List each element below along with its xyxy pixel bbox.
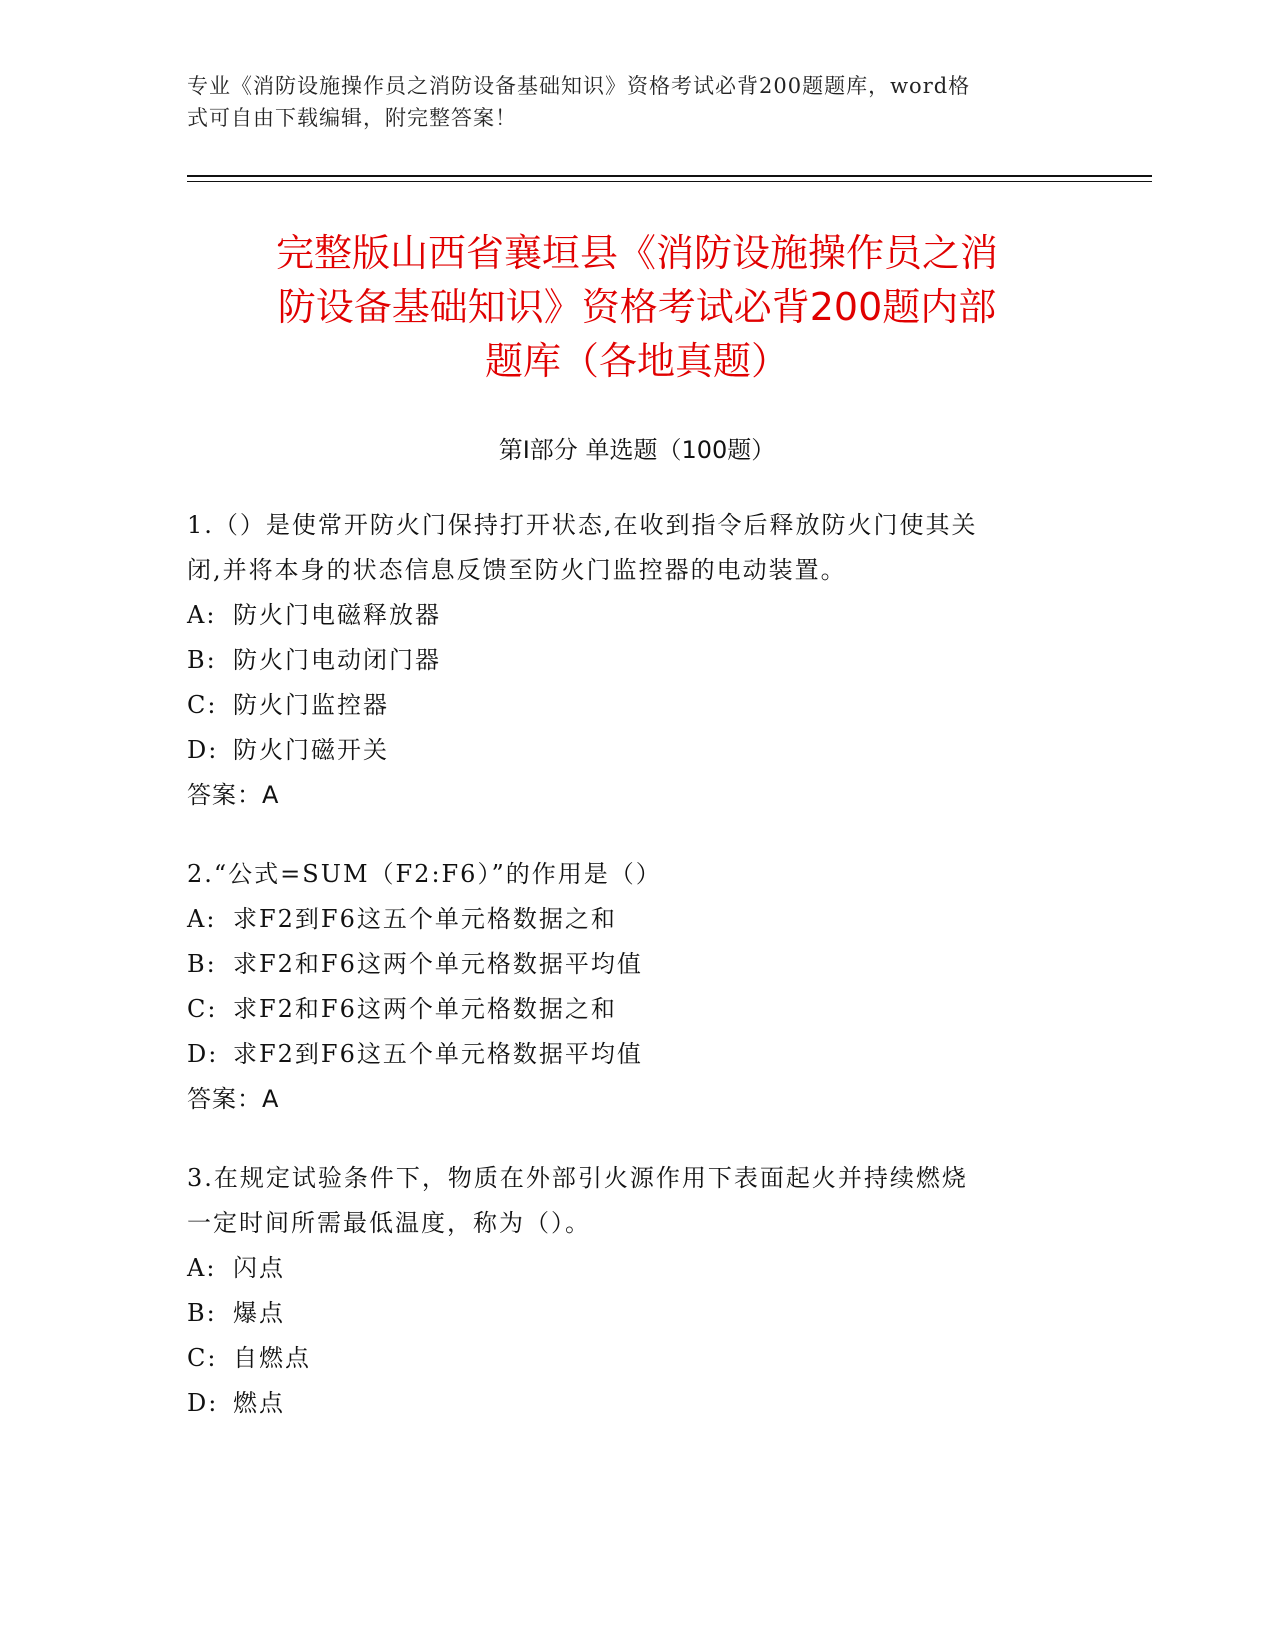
option-a <box>187 897 1067 942</box>
header-rule-thick <box>187 175 1152 177</box>
option-key: A: <box>187 1254 217 1282</box>
option-b <box>187 942 1067 987</box>
option-text: 闪点 <box>233 1254 285 1282</box>
option-key: C: <box>187 995 218 1023</box>
title-line-3: 题库（各地真题） <box>484 339 789 383</box>
question-stem-line-1: 3.在规定试验条件下，物质在外部引火源作用下表面起火并持续燃烧 <box>187 1164 968 1192</box>
option-key: B: <box>187 1299 217 1327</box>
option-key: B: <box>187 950 217 978</box>
question-2 <box>187 852 1067 1122</box>
answer: 答案：A <box>187 1085 280 1113</box>
title-line-2: 防设备基础知识》资格考试必背200题内部 <box>277 285 997 329</box>
title-line-1: 完整版山西省襄垣县《消防设施操作员之消 <box>275 231 998 275</box>
option-key: A: <box>187 905 217 933</box>
option-text: 防火门监控器 <box>233 691 389 719</box>
option-text: 求F2和F6这两个单元格数据之和 <box>233 995 617 1023</box>
option-text: 爆点 <box>233 1299 285 1327</box>
option-key: D: <box>187 1389 219 1417</box>
section-title: 第I部分 单选题（100题） <box>498 436 776 464</box>
option-text: 防火门电磁释放器 <box>233 601 441 629</box>
option-key: C: <box>187 691 218 719</box>
document-header <box>187 70 1067 134</box>
option-a <box>187 593 1067 638</box>
option-text: 求F2到F6这五个单元格数据平均值 <box>233 1040 643 1068</box>
option-text: 防火门电动闭门器 <box>233 646 441 674</box>
header-line-1: 专业《消防设施操作员之消防设备基础知识》资格考试必背200题题库，word格 <box>187 74 971 98</box>
document-title <box>187 226 1087 388</box>
answer: 答案：A <box>187 781 280 809</box>
question-1 <box>187 503 1067 818</box>
option-text: 求F2和F6这两个单元格数据平均值 <box>233 950 643 978</box>
header-line-2: 式可自由下载编辑，附完整答案！ <box>187 106 517 130</box>
option-key: D: <box>187 736 219 764</box>
option-key: C: <box>187 1344 218 1372</box>
question-stem-line-1: 2.“公式=SUM（F2:F6）”的作用是（） <box>187 860 662 888</box>
option-b <box>187 638 1067 683</box>
option-text: 防火门磁开关 <box>233 736 389 764</box>
option-c <box>187 987 1067 1032</box>
option-d <box>187 1381 1067 1426</box>
option-key: A: <box>187 601 217 629</box>
option-key: B: <box>187 646 217 674</box>
option-text: 求F2到F6这五个单元格数据之和 <box>233 905 617 933</box>
option-text: 燃点 <box>233 1389 285 1417</box>
option-d <box>187 1032 1067 1077</box>
option-c <box>187 1336 1067 1381</box>
question-stem-line-1: 1.（）是使常开防火门保持打开状态,在收到指令后释放防火门使其关 <box>187 511 978 539</box>
option-c <box>187 683 1067 728</box>
option-text: 自燃点 <box>233 1344 311 1372</box>
question-stem-line-2: 闭,并将本身的状态信息反馈至防火门监控器的电动装置。 <box>187 556 847 584</box>
question-3 <box>187 1156 1067 1426</box>
option-a <box>187 1246 1067 1291</box>
header-rule-thin <box>187 181 1152 182</box>
question-stem-line-2: 一定时间所需最低温度，称为（）。 <box>187 1209 591 1237</box>
option-key: D: <box>187 1040 219 1068</box>
option-b <box>187 1291 1067 1336</box>
option-d <box>187 728 1067 773</box>
